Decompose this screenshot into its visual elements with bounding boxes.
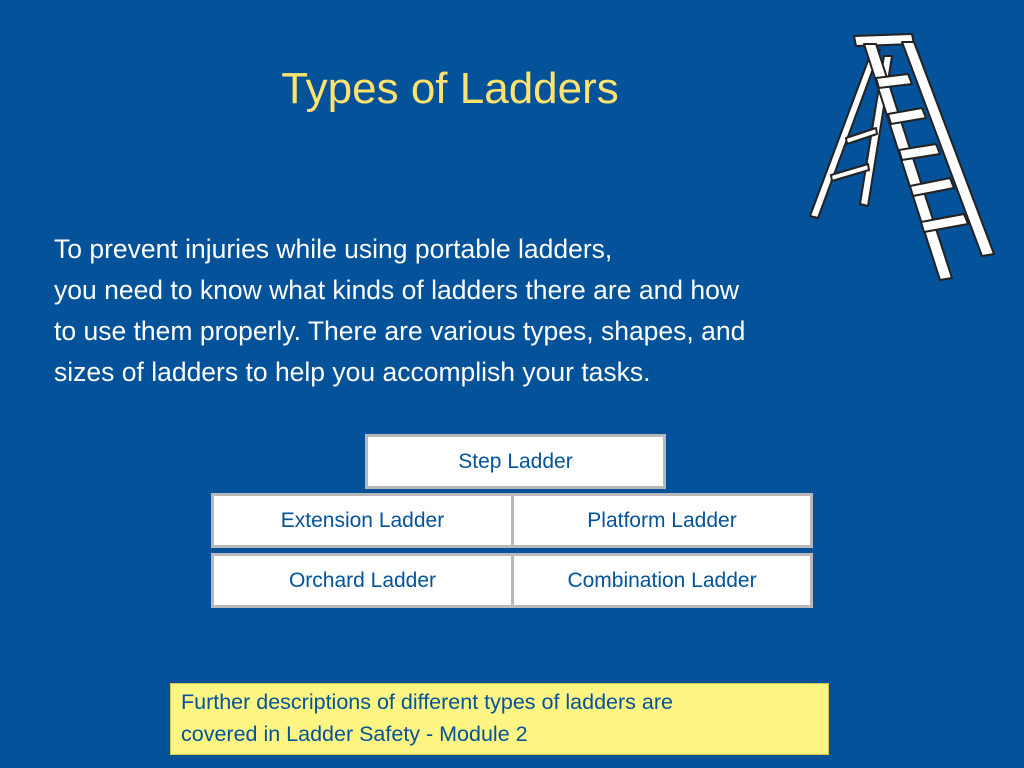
intro-line: sizes of ladders to help you accomplish your tasks. <box>54 357 651 387</box>
intro-line: to use them properly. There are various types, shapes, and <box>54 316 746 346</box>
note-line: covered in Ladder Safety - Module 2 <box>181 722 528 746</box>
extension-ladder-button[interactable]: Extension Ladder <box>211 493 514 548</box>
note-line: Further descriptions of different types of ladders are <box>181 690 673 714</box>
combination-ladder-button[interactable]: Combination Ladder <box>511 553 813 608</box>
slide-title: Types of Ladders <box>281 64 619 113</box>
module-note <box>170 683 829 755</box>
platform-ladder-button[interactable]: Platform Ladder <box>511 493 813 548</box>
intro-paragraph <box>54 229 984 393</box>
step-ladder-button[interactable]: Step Ladder <box>365 434 666 489</box>
intro-line: To prevent injuries while using portable ladders, <box>54 234 613 264</box>
intro-line: you need to know what kinds of ladders there are and how <box>54 275 740 305</box>
orchard-ladder-button[interactable]: Orchard Ladder <box>211 553 514 608</box>
